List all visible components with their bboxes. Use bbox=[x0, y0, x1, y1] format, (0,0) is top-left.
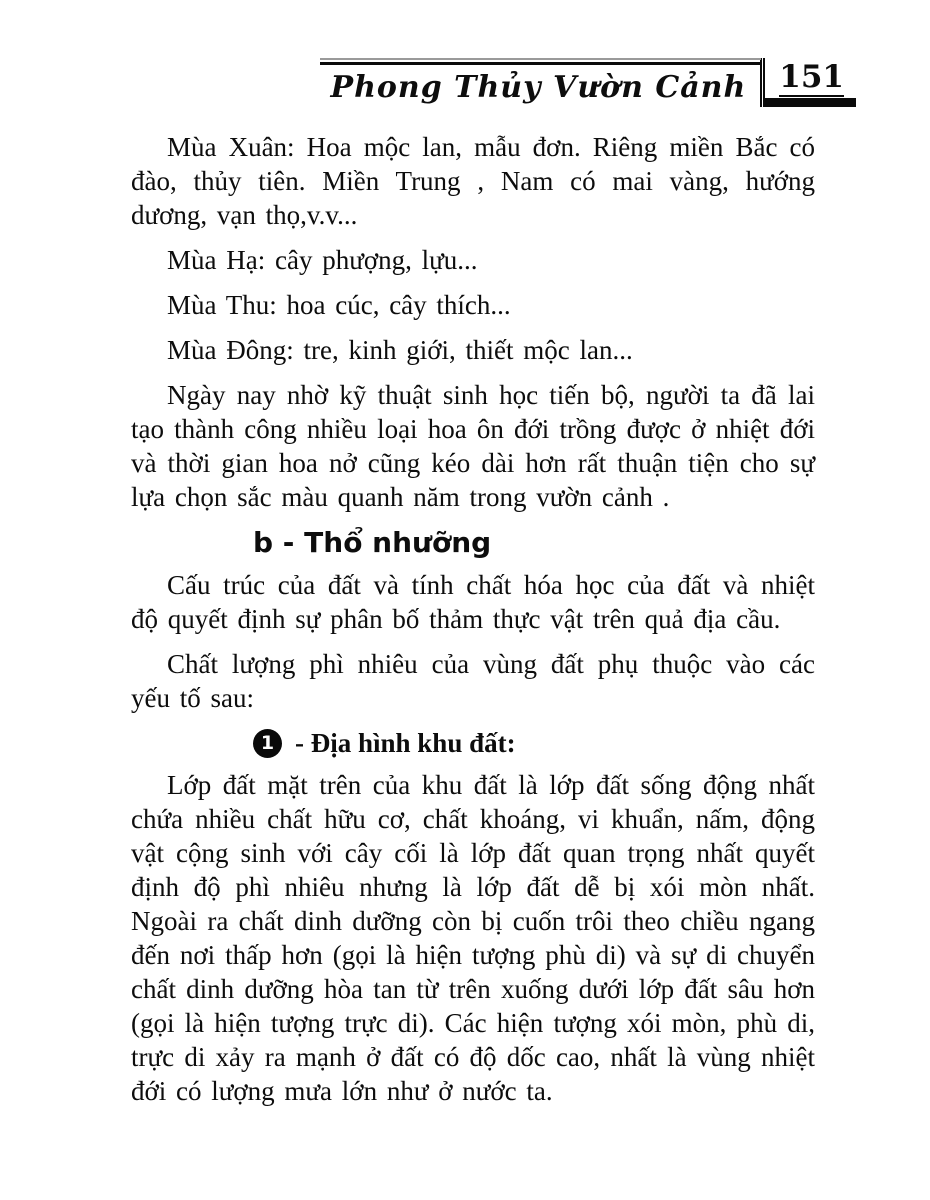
paragraph-spring-flowers: Mùa Xuân: Hoa mộc lan, mẫu đơn. Riêng miền Bắc có đào, thủy tiên. Miền Trung , Nam có mai vàng, hướng dương, vạn thọ,v.v... bbox=[131, 132, 815, 230]
book-title: Phong Thủy Vườn Cảnh bbox=[330, 70, 747, 105]
subheading-terrain bbox=[253, 726, 815, 760]
running-head bbox=[323, 58, 856, 107]
page-body bbox=[131, 130, 815, 1119]
page-number: 151 bbox=[779, 59, 844, 96]
paragraph-summer-flowers: Mùa Hạ: cây phượng, lựu... bbox=[167, 245, 478, 275]
page-number-box bbox=[765, 58, 856, 107]
paragraph-autumn-flowers: Mùa Thu: hoa cúc, cây thích... bbox=[167, 290, 511, 320]
running-head-title-box bbox=[323, 58, 766, 107]
paragraph-soil-fertility: Chất lượng phì nhiêu của vùng đất phụ thuộc vào các yếu tố sau: bbox=[131, 649, 815, 713]
subheading-terrain-label: - Địa hình khu đất: bbox=[295, 728, 516, 758]
paragraph-biotechnology: Ngày nay nhờ kỹ thuật sinh học tiến bộ, người ta đã lai tạo thành công nhiều loại hoa ôn đới trồng được ở nhiệt đới và thời gian hoa nở cũng kéo dài hơn rất thuận tiện cho sự lựa chọn sắc màu quanh năm trong vườn cảnh . bbox=[131, 380, 815, 512]
paragraph-soil-structure: Cấu trúc của đất và tính chất hóa học của đất và nhiệt độ quyết định sự phân bố thảm thực vật trên quả địa cầu. bbox=[131, 570, 815, 634]
section-heading-soil: b - Thổ nhưỡng bbox=[253, 526, 492, 559]
numbered-bullet-icon: 1 bbox=[253, 729, 282, 758]
paragraph-winter-flowers: Mùa Đông: tre, kinh giới, thiết mộc lan... bbox=[167, 335, 633, 365]
paragraph-topsoil: Lớp đất mặt trên của khu đất là lớp đất sống động nhất chứa nhiều chất hữu cơ, chất khoáng, vi khuẩn, nấm, động vật cộng sinh với cây cối là lớp đất quan trọng nhất quyết định độ phì nhiêu nhưng là lớp đất dễ bị xói mòn nhất. Ngoài ra chất dinh dưỡng còn bị cuốn trôi theo chiều ngang đến nơi thấp hơn (gọi là hiện tượng phù di) và sự di chuyển chất dinh dưỡng hòa tan từ trên xuống dưới lớp đất sâu hơn (gọi là hiện tượng trực di). Các hiện tượng xói mòn, phù di, trực di xảy ra mạnh ở đất có độ dốc cao, nhất là vùng nhiệt đới có lượng mưa lớn như ở nước ta. bbox=[131, 770, 815, 1106]
